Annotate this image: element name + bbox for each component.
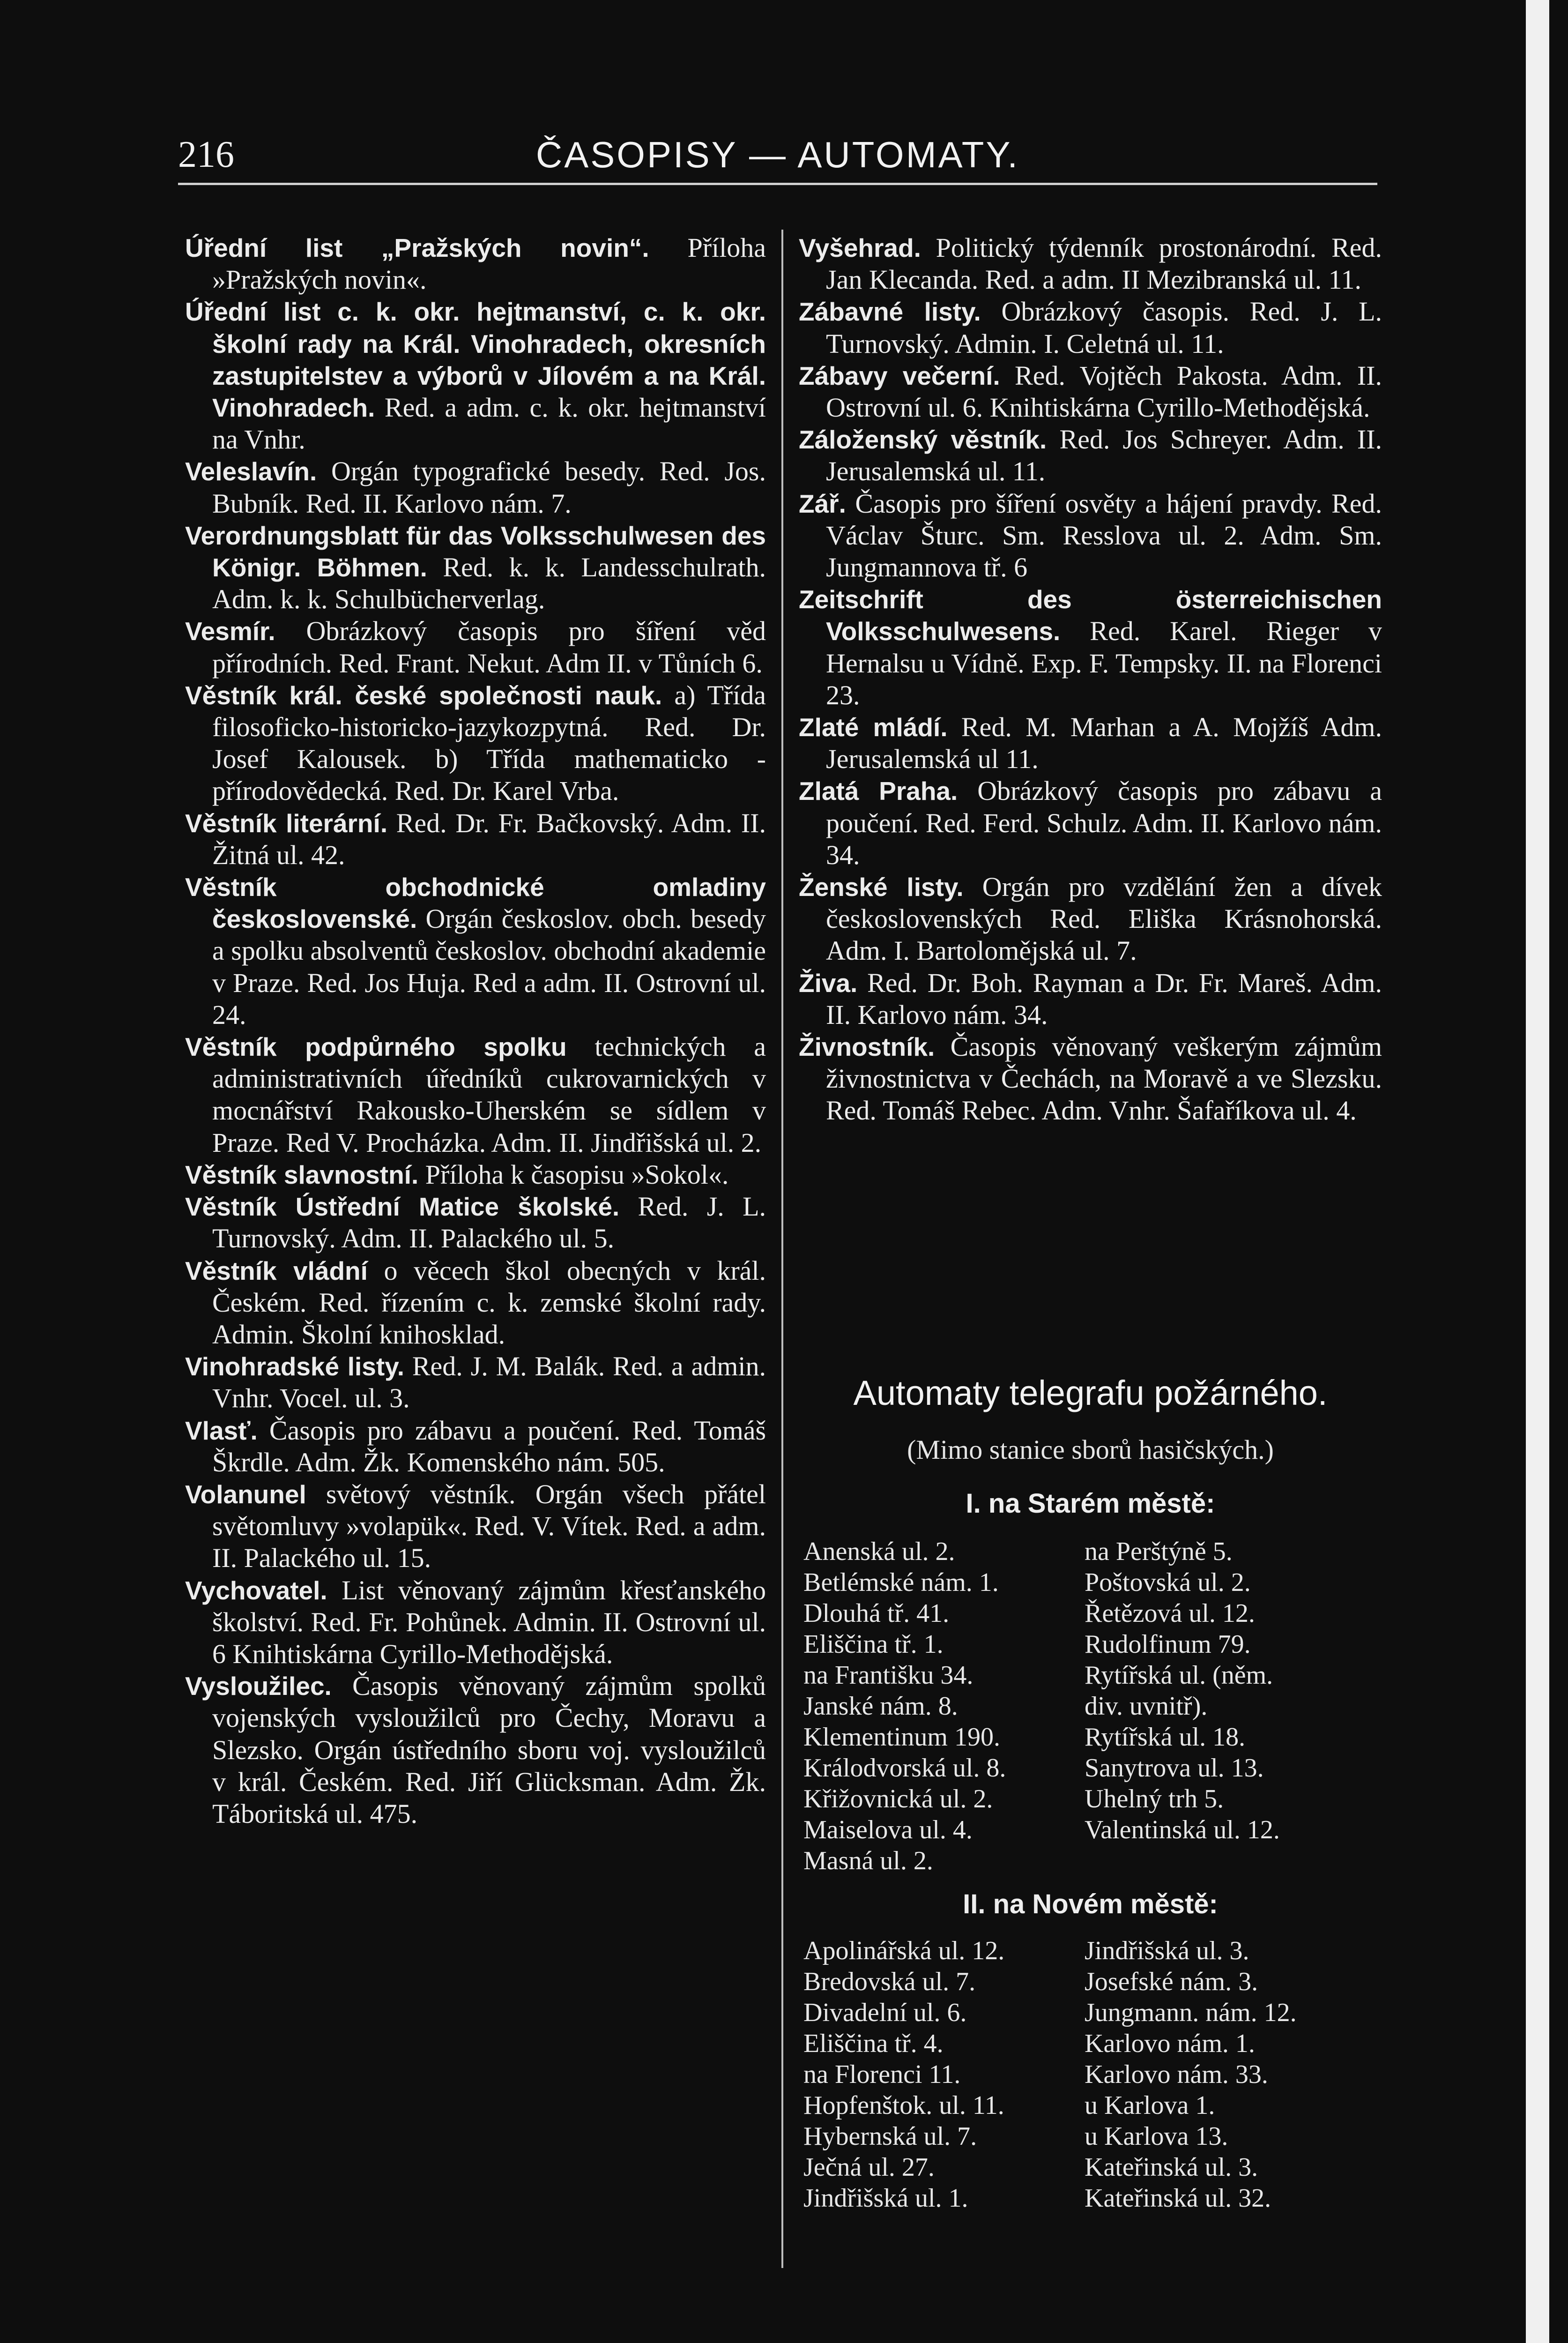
journal-name: Verordnungsblatt für das Volksschulwesen des Königr. Böhmen. xyxy=(185,521,766,582)
page-edge xyxy=(1526,0,1549,2343)
journal-details: Obrázkový časopis. Red. J. L. Turnovský. Admin. I. Celetná ul. 11. xyxy=(826,296,1382,359)
automat-location: Jindřišská ul. 1. xyxy=(803,2184,968,2213)
page-number: 216 xyxy=(178,134,234,175)
journal-details: Red. Jos Schreyer. Adm. II. Jerusalemská ul. 11. xyxy=(826,424,1382,487)
journal-details: Orgán pro vzdělání žen a dívek československých Red. Eliška Krásnohorská. Adm. I. Bartolomějská ul. 7. xyxy=(826,872,1382,966)
journal-entry xyxy=(185,615,766,679)
journal-name: Zář. xyxy=(799,489,846,518)
automat-location: Jindřišská ul. 3. xyxy=(1085,1936,1249,1965)
journal-name: Věstník obchodnické omladiny československé. xyxy=(185,873,766,934)
automat-location: Dlouhá tř. 41. xyxy=(803,1599,950,1628)
automat-location: Řetězová ul. 12. xyxy=(1085,1599,1255,1628)
nove-mesto-heading: II. na Novém městě: xyxy=(963,1889,1218,1919)
automat-location: Kateřinská ul. 3. xyxy=(1085,2153,1258,2182)
automat-location: na Perštýně 5. xyxy=(1085,1537,1233,1566)
journal-entry xyxy=(185,1255,766,1351)
automat-location: Divadelní ul. 6. xyxy=(803,1998,967,2027)
journal-name: Věstník Ústřední Matice školské. xyxy=(185,1192,620,1222)
automat-location: Eliščina tř. 1. xyxy=(803,1630,944,1659)
automat-location: Karlovo nám. 1. xyxy=(1085,2029,1255,2058)
journal-name: Zeitschrift des österreichischen Volksschulwesens. xyxy=(799,585,1382,646)
journal-details: Časopis pro šíření osvěty a hájení pravdy. Red. Václav Šturc. Sm. Resslova ul. 2. Adm. Sm. Jungmannova tř. 6 xyxy=(826,488,1382,583)
journal-details: Red. Karel. Rieger v Hernalsu u Vídně. Exp. F. Tempsky. II. na Florenci 23. xyxy=(826,616,1382,710)
stare-mesto-list xyxy=(803,1536,1380,1876)
journal-entry xyxy=(799,711,1382,775)
journal-name: Úřední list „Pražských novin“. xyxy=(185,233,649,262)
journal-entry xyxy=(185,1191,766,1254)
journal-name: Živa. xyxy=(799,968,858,998)
automat-location: Králodvorská ul. 8. xyxy=(803,1754,1006,1783)
journal-details: Politický týdenník prostonárodní. Red. Jan Klecanda. Red. a adm. II Mezibranská ul. 11. xyxy=(826,232,1382,295)
journal-entry xyxy=(185,1351,766,1414)
automat-location: na Františku 34. xyxy=(803,1661,973,1690)
journal-details: světový věstník. Orgán všech přátel světomluvy »volapük«. Red. V. Vítek. Red. a adm. II. Palackého ul. 15. xyxy=(212,1478,766,1574)
journal-details: Příloha »Pražských novin«. xyxy=(212,232,766,295)
automaty-subtitle: (Mimo stanice sborů hasičských.) xyxy=(907,1434,1274,1465)
journal-name: Věstník podpůrného spolku xyxy=(185,1032,567,1062)
journal-name: Veleslavín. xyxy=(185,457,317,486)
journal-name: Vlasť. xyxy=(185,1416,258,1445)
running-title: ČASOPISY — AUTOMATY. xyxy=(535,134,1020,175)
journal-entry xyxy=(185,679,766,807)
journal-name: Živnostník. xyxy=(799,1032,935,1062)
journal-details: Red. Dr. Boh. Rayman a Dr. Fr. Mareš. Adm. II. Karlovo nám. 34. xyxy=(826,967,1382,1030)
journal-details: Obrázkový časopis pro šíření věd přírodních. Red. Frant. Nekut. Adm II. v Tůních 6. xyxy=(212,616,766,679)
journal-name: Vysloužilec. xyxy=(185,1671,332,1701)
automat-location: Hopfenštok. ul. 11. xyxy=(803,2091,1004,2120)
automat-location: Rytířská ul. (něm. xyxy=(1085,1661,1273,1690)
automat-location: Anenská ul. 2. xyxy=(803,1537,955,1566)
automat-location: Eliščina tř. 4. xyxy=(803,2029,944,2058)
journal-entry xyxy=(799,967,1382,1031)
automat-location: Rytířská ul. 18. xyxy=(1085,1723,1246,1752)
automat-location: Josefské nám. 3. xyxy=(1085,1967,1258,1996)
automat-location: na Florenci 11. xyxy=(803,2060,961,2089)
journal-details: technických a administrativních úředníků cukrovarnických v mocnářství Rakousko-Uherském se sídlem v Praze. Red V. Procházka. Adm. II. Jindřišská ul. 2. xyxy=(212,1031,766,1158)
journal-details: Red. Vojtěch Pakosta. Adm. II. Ostrovní ul. 6. Knihtiskárna Cyrillo-Methodějská. xyxy=(826,360,1382,423)
journal-details: Red. Dr. Fr. Bačkovský. Adm. II. Žitná ul. 42. xyxy=(212,807,766,870)
journal-name: Volanunel xyxy=(185,1479,306,1509)
automat-location: Kateřinská ul. 32. xyxy=(1085,2184,1271,2213)
automat-location: u Karlova 13. xyxy=(1085,2122,1228,2151)
journal-details: Orgán typografické besedy. Red. Jos. Bubník. Red. II. Karlovo nám. 7. xyxy=(212,456,766,519)
journal-details: Red. a adm. c. k. okr. hejtmanství na Vnhr. xyxy=(212,392,766,455)
automat-location: Ječná ul. 27. xyxy=(803,2153,935,2182)
journal-entry xyxy=(799,360,1382,424)
automat-location: Jungmann. nám. 12. xyxy=(1085,1998,1297,2027)
automat-location: Karlovo nám. 33. xyxy=(1085,2060,1268,2089)
automat-location: div. uvnitř). xyxy=(1085,1692,1208,1721)
automat-location: Křižovnická ul. 2. xyxy=(803,1784,993,1813)
journal-entry xyxy=(185,520,766,616)
journal-name: Ženské listy. xyxy=(799,873,964,902)
journal-name: Vychovatel. xyxy=(185,1575,327,1605)
journal-entry xyxy=(185,1670,766,1830)
automat-location: Poštovská ul. 2. xyxy=(1085,1568,1251,1597)
automat-location: Janské nám. 8. xyxy=(803,1692,958,1721)
automaty-title: Automaty telegrafu požárného. xyxy=(853,1373,1328,1412)
journal-entry xyxy=(185,455,766,519)
column-divider xyxy=(781,230,783,2268)
journal-name: Zábavné listy. xyxy=(799,297,981,327)
journal-name: Zábavy večerní. xyxy=(799,361,1000,390)
journal-details: a) Třída filosoficko-historicko-jazykozpytná. Red. Dr. Josef Kalousek. b) Třída mathematicko - přírodovědecká. Red. Dr. Karel Vrba. xyxy=(212,679,766,806)
journal-entry xyxy=(799,871,1382,967)
page-header xyxy=(178,134,1377,185)
header-rule xyxy=(178,183,1377,185)
automat-location: Klementinum 190. xyxy=(803,1723,1000,1752)
journal-entry xyxy=(799,583,1382,711)
journal-entry xyxy=(799,296,1382,359)
journal-name: Věstník literární. xyxy=(185,808,388,838)
journal-entry xyxy=(799,488,1382,584)
journal-entry xyxy=(185,871,766,1031)
automat-location: Uhelný trh 5. xyxy=(1085,1784,1224,1813)
journal-name: Věstník král. české společnosti nauk. xyxy=(185,680,662,710)
journal-entry xyxy=(185,1478,766,1574)
automat-location: Apolinářská ul. 12. xyxy=(803,1936,1005,1965)
journal-entry xyxy=(185,1574,766,1671)
journal-entry xyxy=(799,775,1382,871)
journal-entry xyxy=(185,296,766,455)
automat-location: Rudolfinum 79. xyxy=(1085,1630,1251,1659)
journal-name: Záloženský věstník. xyxy=(799,425,1047,455)
journal-name: Vyšehrad. xyxy=(799,233,921,262)
journal-details: Orgán českoslov. obch. besedy a spolku absolventů českoslov. obchodní akademie v Praze. Red. Jos Huja. Red a adm. II. Ostrovní ul. 24. xyxy=(212,903,766,1030)
journal-details: Časopis věnovaný zájmům spolků vojenských vysloužilců pro Čechy, Moravu a Slezsko. Orgán ústředního sboru voj. vysloužilců v král. Českém. Red. Jiří Glücksman. Adm. Žk. Táboritská ul. 475. xyxy=(212,1671,766,1829)
automat-location: Masná ul. 2. xyxy=(803,1846,933,1875)
journal-name: Úřední list c. k. okr. hejtmanství, c. k. okr. školní rady na Král. Vinohradech, okresních zastupitelstev a výborů v Jílovém a na Král. Vinohradech. xyxy=(185,297,766,423)
journal-entry xyxy=(799,1031,1382,1127)
automat-location xyxy=(1085,1845,1380,1876)
journal-name: Věstník vládní xyxy=(185,1256,368,1285)
journal-entry xyxy=(185,1415,766,1478)
journal-details: Red. J. L. Turnovský. Adm. II. Palackého ul. 5. xyxy=(212,1191,766,1254)
journal-entry xyxy=(185,1159,766,1191)
automat-location: u Karlova 1. xyxy=(1085,2091,1215,2120)
nove-mesto-list xyxy=(803,1935,1380,2214)
automat-location: Maiselova ul. 4. xyxy=(803,1815,973,1844)
automat-location: Bredovská ul. 7. xyxy=(803,1967,976,1996)
journal-details: Red. k. k. Landesschulrath. Adm. k. k. Schulbücherverlag. xyxy=(212,552,766,615)
journal-details: Obrázkový časopis pro zábavu a poučení. Red. Ferd. Schulz. Adm. II. Karlovo nám. 34. xyxy=(826,776,1382,870)
journal-entry xyxy=(185,232,766,296)
journal-details: Časopis pro zábavu a poučení. Red. Tomáš Škrdle. Adm. Žk. Komenského nám. 505. xyxy=(212,1415,766,1477)
journal-name: Zlaté mládí. xyxy=(799,713,948,742)
automat-location: Valentinská ul. 12. xyxy=(1085,1815,1280,1844)
journal-details: Časopis věnovaný veškerým zájmům živnostnictva v Čechách, na Moravě a ve Slezsku. Red. Tomáš Rebec. Adm. Vnhr. Šafaříkova ul. 4. xyxy=(826,1031,1382,1126)
journal-details: Red. M. Marhan a A. Mojžíš Adm. Jerusalemská ul 11. xyxy=(826,712,1382,775)
journal-entry xyxy=(799,424,1382,487)
journal-details: Příloha k časopisu »Sokol«. xyxy=(425,1159,729,1190)
journal-details: List věnovaný zájmům křesťanského školství. Red. Fr. Pohůnek. Admin. II. Ostrovní ul. 6 Knihtiskárna Cyrillo-Methodějská. xyxy=(212,1574,766,1669)
automat-location: Hybernská ul. 7. xyxy=(803,2122,977,2151)
stare-mesto-heading: I. na Starém městě: xyxy=(966,1488,1215,1519)
journal-details: o věcech škol obecných v král. Českém. Red. řízením c. k. zemské školní rady. Admin. Školní knihosklad. xyxy=(212,1255,766,1350)
journal-name: Zlatá Praha. xyxy=(799,776,958,806)
left-column xyxy=(185,232,766,1830)
journal-entry xyxy=(799,232,1382,296)
automat-location: Sanytrova ul. 13. xyxy=(1085,1754,1264,1783)
journal-name: Věstník slavnostní. xyxy=(185,1160,419,1189)
right-column xyxy=(799,232,1382,1127)
journal-name: Vinohradské listy. xyxy=(185,1352,405,1381)
journal-name: Vesmír. xyxy=(185,617,275,646)
automat-location: Betlémské nám. 1. xyxy=(803,1568,999,1597)
journal-details: Red. J. M. Balák. Red. a admin. Vnhr. Vocel. ul. 3. xyxy=(212,1351,766,1414)
journal-entry xyxy=(185,807,766,871)
journal-entry xyxy=(185,1031,766,1159)
